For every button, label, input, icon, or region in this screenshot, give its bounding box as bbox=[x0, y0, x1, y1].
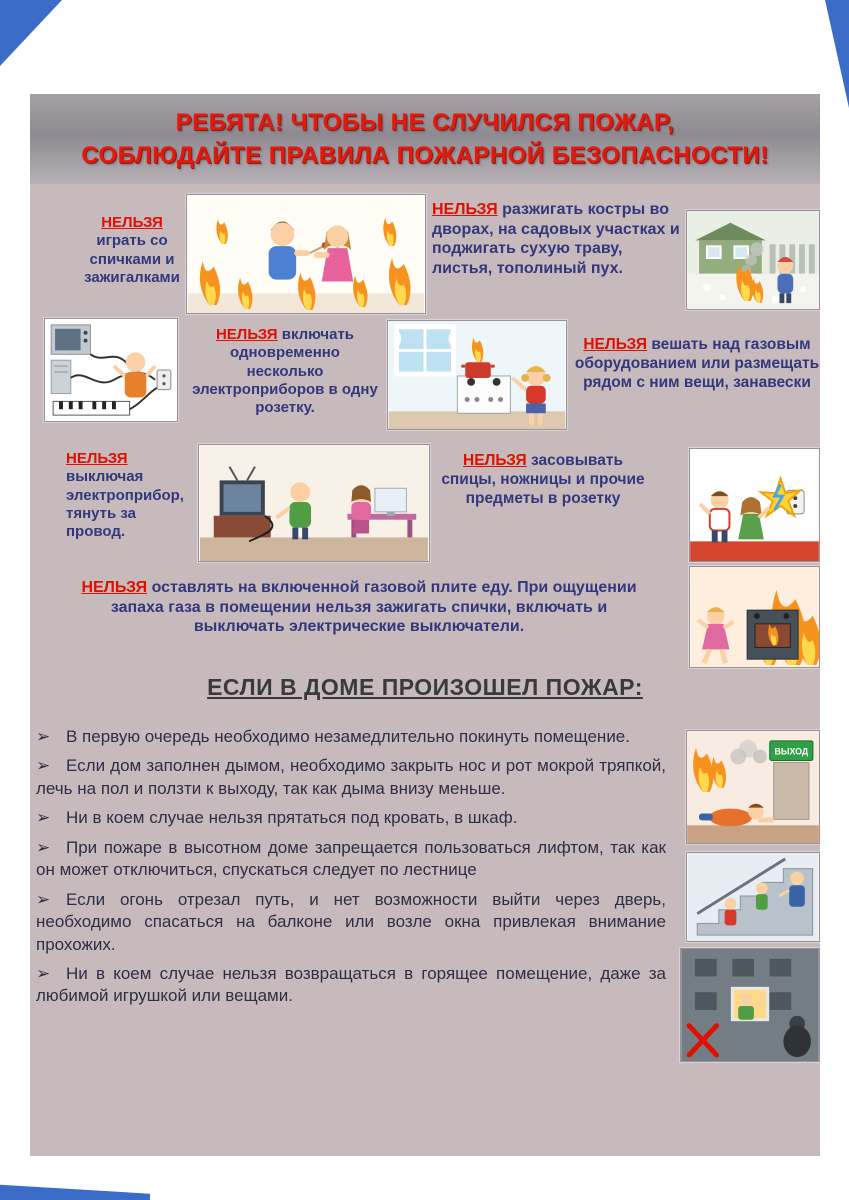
forbidden-keyword: НЕЛЬЗЯ bbox=[463, 452, 527, 469]
child-figure bbox=[725, 898, 737, 925]
arrow-bullet-icon: ➢ bbox=[36, 808, 51, 828]
fire-section-title: ЕСЛИ В ДОМЕ ПРОИЗОШЕЛ ПОЖАР: bbox=[207, 674, 643, 700]
rule-no-bonfires bbox=[432, 200, 680, 278]
list-item: ➢ Если огонь отрезал путь, и нет возможности выйти через дверь, необходимо спасаться на балконе или возле окна привлекая внимание прохожих. bbox=[36, 889, 666, 954]
rule-dont-pull-cord bbox=[66, 450, 184, 541]
burning-stove-illustration bbox=[689, 566, 820, 668]
poster-title-line2: СОБЛЮДАЙТЕ ПРАВИЛА ПОЖАРНОЙ БЕЗОПАСНОСТИ! bbox=[81, 141, 769, 169]
forbidden-keyword: НЕЛЬЗЯ bbox=[81, 579, 148, 596]
rule-gas-stove-food bbox=[72, 578, 646, 637]
arrow-bullet-icon: ➢ bbox=[36, 889, 51, 909]
rule-text: засовывать спицы, ножницы и прочие предметы в розетку bbox=[441, 452, 645, 507]
arrow-bullet-icon: ➢ bbox=[36, 727, 51, 746]
forbidden-keyword: НЕЛЬЗЯ bbox=[432, 201, 498, 218]
list-item: ➢ Ни в коем случае нельзя возвращаться в горящее помещение, даже за любимой игрушкой или вещами. bbox=[36, 963, 666, 1006]
exit-sign-label: ВЫХОД bbox=[774, 746, 809, 757]
list-item: ➢ Если дом заполнен дымом, необходимо закрыть нос и рот мокрой тряпкой, лечь на пол и ползти к выходу, так как дыма внизу меньше. bbox=[36, 756, 666, 798]
header-banner bbox=[30, 94, 820, 184]
arrow-bullet-icon: ➢ bbox=[36, 963, 51, 983]
forbidden-keyword: НЕЛЬЗЯ bbox=[66, 450, 128, 467]
rule-text: вешать над газовым оборудованием или размещать рядом с ним вещи, занавески bbox=[574, 336, 820, 391]
forbidden-keyword: НЕЛЬЗЯ bbox=[101, 214, 163, 231]
overloaded-socket-illustration bbox=[44, 318, 178, 422]
forbidden-keyword: НЕЛЬЗЯ bbox=[215, 326, 278, 343]
rule-play-with-matches bbox=[72, 214, 192, 287]
rule-text: выключая электроприбор, тянуть за провод. bbox=[66, 468, 184, 541]
window-rescue-illustration bbox=[680, 948, 820, 1062]
poster-title-line1: РЕБЯТА! ЧТОБЫ НЕ СЛУЧИЛСЯ ПОЖАР, bbox=[175, 108, 675, 136]
kitchen-fire-illustration bbox=[387, 320, 567, 430]
fire-instructions-list bbox=[36, 726, 666, 1015]
list-item: ➢ Ни в коем случае нельзя прятаться под кровать, в шкаф. bbox=[36, 807, 666, 829]
crawl-to-exit-illustration bbox=[686, 730, 820, 844]
scan-corner-top-right bbox=[825, 0, 849, 108]
scan-corner-top-left bbox=[0, 0, 62, 66]
girl-figure bbox=[351, 485, 371, 533]
list-item: ➢ При пожаре в высотном доме запрещается пользоваться лифтом, так как он может отключиться, спускаться следует по лестнице bbox=[36, 837, 666, 880]
scan-corner-bottom-left bbox=[0, 1182, 150, 1200]
forbidden-keyword: НЕЛЬЗЯ bbox=[583, 336, 647, 353]
bonfire-near-house-illustration bbox=[686, 210, 820, 310]
sparking-socket-illustration bbox=[689, 448, 820, 562]
rule-nothing-in-socket bbox=[436, 452, 650, 509]
children-matches-illustration bbox=[186, 194, 426, 314]
rule-text: разжигать костры во дворах, на садовых участках и поджигать сухую траву, листья, тополиный пух. bbox=[432, 201, 680, 277]
rule-text: оставлять на включенной газовой плите еду. При ощущении запаха газа в помещении нельзя зажигать спички, включать и выключать электрические выключатели. bbox=[110, 579, 637, 636]
rule-text: включать одновременно несколько электроприборов в одну розетку. bbox=[192, 326, 378, 417]
stairs-evacuation-illustration bbox=[686, 852, 820, 942]
child-figure bbox=[756, 882, 768, 909]
rule-one-socket-many-devices bbox=[190, 326, 380, 417]
rule-text: играть со спичками и зажигалками bbox=[84, 232, 180, 286]
rule-nothing-over-gas bbox=[572, 336, 822, 393]
tv-cord-illustration bbox=[198, 444, 430, 562]
arrow-bullet-icon: ➢ bbox=[36, 756, 51, 776]
arrow-bullet-icon: ➢ bbox=[36, 837, 51, 857]
list-item: ➢ В первую очередь необходимо незамедлительно покинуть помещение. bbox=[36, 726, 666, 748]
